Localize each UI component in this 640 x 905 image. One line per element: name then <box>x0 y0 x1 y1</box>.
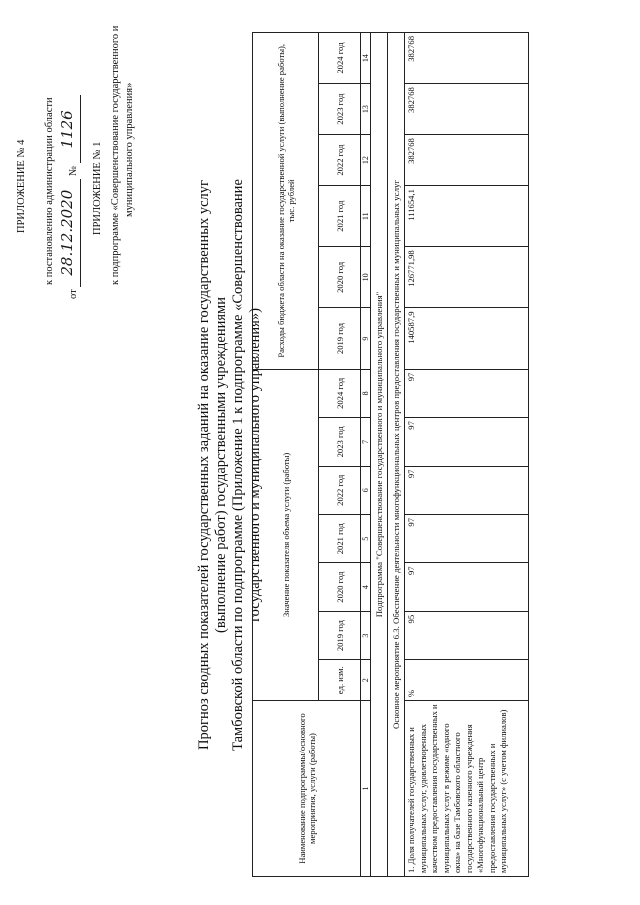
expense-value: 140587,9 <box>405 308 529 369</box>
header-name-column: Наименование подпрограммы/основного мероприятия, услуги (работы) <box>253 701 361 877</box>
column-number: 2 <box>361 660 371 701</box>
column-number: 9 <box>361 308 371 369</box>
appendix-1-number: ПРИЛОЖЕНИЕ № 1 <box>92 141 103 235</box>
header-year: 2021 год <box>319 515 361 563</box>
column-number: 8 <box>361 369 371 417</box>
column-number: 1 <box>361 701 371 877</box>
column-number: 11 <box>361 186 371 247</box>
resolution-reference: к постановлению администрации области <box>44 97 55 285</box>
column-number-row <box>361 33 371 877</box>
header-year: 2023 год <box>319 418 361 466</box>
header-year: 2024 год <box>319 369 361 417</box>
indicator-value: 97 <box>405 418 529 466</box>
indicator-value: 95 <box>405 611 529 659</box>
header-year: 2022 год <box>319 135 361 186</box>
header-year: 2020 год <box>319 247 361 308</box>
column-number: 10 <box>361 247 371 308</box>
indicator-value: 97 <box>405 369 529 417</box>
indicator-value: 97 <box>405 515 529 563</box>
column-number: 4 <box>361 563 371 611</box>
column-number: 6 <box>361 466 371 514</box>
indicator-value: 97 <box>405 466 529 514</box>
from-label: от <box>68 289 79 299</box>
handwritten-number: 1126 <box>58 110 76 149</box>
header-year: 2019 год <box>319 308 361 369</box>
column-number: 3 <box>361 611 371 659</box>
header-year: 2020 год <box>319 563 361 611</box>
column-number: 14 <box>361 33 371 84</box>
indicators-table <box>252 32 529 877</box>
column-number: 13 <box>361 84 371 135</box>
expense-value: 382768 <box>405 135 529 186</box>
header-year: 2024 год <box>319 33 361 84</box>
header-expense-group: Расходы бюджета области на оказание государственной услуги (выполнение работы), тыс. рублей <box>253 33 319 370</box>
measure-row: Основное мероприятие 6.3. Обеспечение деятельности многофункциональных центров предоставления государственных и муниципальных услуг <box>388 33 405 877</box>
indicator-value: 97 <box>405 563 529 611</box>
appendix-1-reference-line2: муниципального управления» <box>124 82 135 217</box>
expense-value: 382768 <box>405 84 529 135</box>
header-year: 2022 год <box>319 466 361 514</box>
title-line-2: Тамбовской области по подпрограмме (Приложение 1 к подпрограмме «Совершенствование государственного и муниципального управления») <box>230 179 263 751</box>
appendix-1-reference-line1: к подпрограмме «Совершенствование государственного и <box>110 25 121 285</box>
appendix-number: ПРИЛОЖЕНИЕ № 4 <box>16 139 27 233</box>
header-indicator-group: Значение показателя объема услуги (работы) <box>253 369 319 700</box>
handwritten-date: 28.12.2020 <box>58 189 76 276</box>
indicator-unit: % <box>405 660 529 701</box>
subprogram-row: Подпрограмма "Совершенствование государственного и муниципального управления" <box>371 33 388 877</box>
header-year: 2019 год <box>319 611 361 659</box>
resolution-date-line <box>58 95 81 299</box>
header-year: 2021 год <box>319 186 361 247</box>
column-number: 7 <box>361 418 371 466</box>
number-label: № <box>68 166 79 177</box>
title-line-1: Прогноз сводных показателей государственных заданий на оказание государственных услуг (выполнение работ) государственными учреждениями <box>196 180 229 750</box>
column-number: 12 <box>361 135 371 186</box>
table-row <box>405 33 529 877</box>
column-number: 5 <box>361 515 371 563</box>
expense-value: 126771,98 <box>405 247 529 308</box>
header-year: 2023 год <box>319 84 361 135</box>
expense-value: 382768 <box>405 33 529 84</box>
indicator-name: 1. Доля получателей государственных и муниципальных услуг, удовлетворенных качеством предоставления государственных и муниципальных услуг в режиме «одного окна» на базе Тамбовского областного государственного казенного учреждения «Многофункциональный центр предоставления государственных и муниципальных услуг» (с учетом филиалов) <box>405 701 529 877</box>
expense-value: 111654,1 <box>405 186 529 247</box>
header-unit: ед. изм. <box>319 660 361 701</box>
